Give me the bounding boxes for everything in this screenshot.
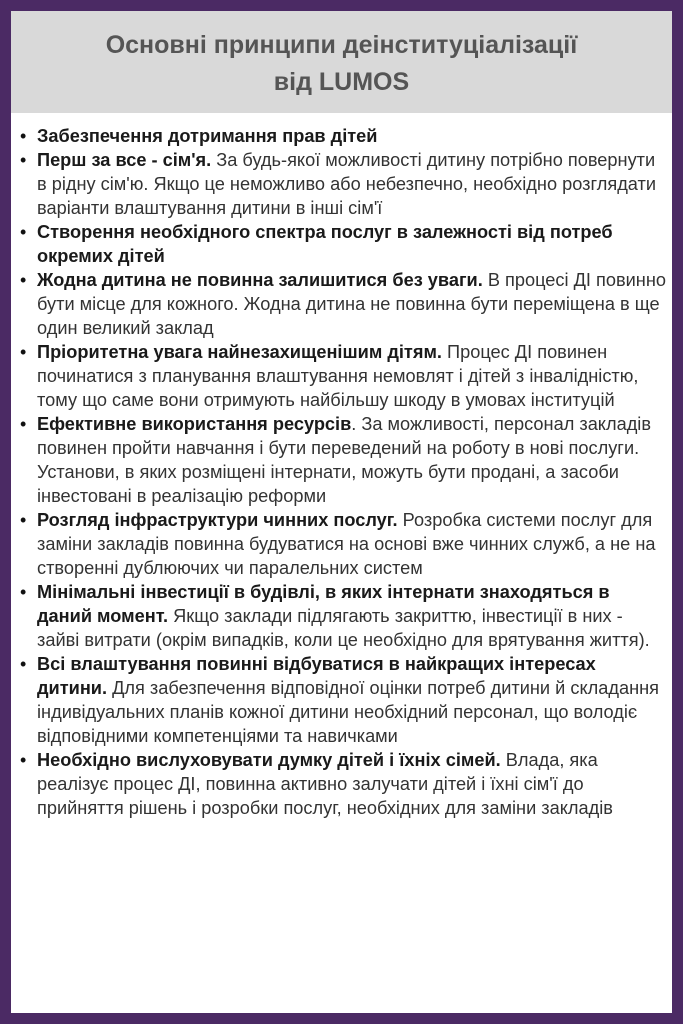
principle-lead: Розгляд інфраструктури чинних послуг. bbox=[37, 510, 398, 530]
list-item bbox=[20, 124, 666, 148]
principle-lead: Необхідно вислуховувати думку дітей і їхніх сімей. bbox=[37, 750, 501, 770]
bullet-icon: • bbox=[20, 414, 27, 434]
list-item bbox=[20, 268, 667, 340]
principle-text: Розробка системи послуг для заміни закладів повинна будуватися на основі вже чинних служб, а не на створенні дублюючих чи паралельних систем bbox=[37, 510, 656, 578]
bullet-icon: • bbox=[20, 750, 27, 770]
bullet-icon: • bbox=[20, 222, 27, 242]
principle-lead: Пріоритетна увага найнезахищенішим дітям. bbox=[37, 342, 442, 362]
list-item bbox=[20, 340, 666, 412]
principle-text: Процес ДІ повинен починатися з планування влаштування немовлят і дітей з інвалідністю, тому що саме вони отримують найбільшу шкоду в умовах інституцій bbox=[37, 342, 639, 410]
list-item bbox=[20, 580, 666, 652]
principles-list bbox=[11, 113, 672, 820]
header-banner bbox=[11, 11, 672, 113]
principle-lead: Жодна дитина не повинна залишитися без уваги. bbox=[37, 270, 483, 290]
principle-text: Для забезпечення відповідної оцінки потреб дитини й складання індивідуальних планів кожної дитини необхідний персонал, що володіє відповідними компетенціями та навичками bbox=[37, 678, 660, 746]
bullet-icon: • bbox=[20, 342, 27, 362]
list-item bbox=[20, 748, 666, 820]
principle-lead: Забезпечення дотримання прав дітей bbox=[37, 126, 378, 146]
bullet-icon: • bbox=[20, 510, 27, 530]
page-title: Основні принципи деінституціалізації від LUMOS bbox=[105, 31, 578, 96]
principle-text: . За можливості, персонал закладів повинен пройти навчання і бути переведений на роботу в нові послуги. Установи, в яких розміщені інтернати, можуть бути продані, а засоби інвестовані в реалізацію реформи bbox=[37, 414, 652, 506]
bullet-icon: • bbox=[20, 126, 27, 146]
list-item bbox=[20, 508, 666, 580]
principle-text: Якщо заклади підлягають закриттю, інвестиції в них - зайві витрати (окрім випадків, коли це необхідно для врятування життя). bbox=[37, 606, 650, 650]
principle-text: Влада, яка реалізує процес ДІ, повинна активно залучати дітей і їхні сім'ї до прийняття рішень і розробки послуг, необхідних для заміни закладів bbox=[37, 750, 613, 818]
principle-lead: Всі влаштування повинні відбуватися в найкращих інтересах дитини. bbox=[37, 654, 596, 698]
list-item bbox=[20, 412, 666, 508]
principle-lead: Перш за все - сім'я. bbox=[37, 150, 212, 170]
principles-card bbox=[11, 11, 672, 1013]
principle-lead: Мінімальні інвестиції в будівлі, в яких інтернати знаходяться в даний момент. bbox=[37, 582, 610, 626]
bullet-icon: • bbox=[20, 654, 27, 674]
list-item bbox=[20, 148, 666, 220]
bullet-icon: • bbox=[20, 270, 27, 290]
principle-text: В процесі ДІ повинно бути місце для кожного. Жодна дитина не повинна бути переміщена в ще один великий заклад bbox=[37, 270, 667, 338]
bullet-icon: • bbox=[20, 582, 27, 602]
list-item bbox=[20, 652, 666, 748]
bullet-icon: • bbox=[20, 150, 27, 170]
principle-lead: Створення необхідного спектра послуг в залежності від потреб окремих дітей bbox=[37, 222, 613, 266]
principle-text: За будь-якої можливості дитину потрібно повернути в рідну сім'ю. Якщо це неможливо або небезпечно, необхідно розглядати варіанти влаштування дитини в інші сім'ї bbox=[37, 150, 657, 218]
principle-lead: Ефективне використання ресурсів bbox=[37, 414, 352, 434]
list-item bbox=[20, 220, 666, 268]
